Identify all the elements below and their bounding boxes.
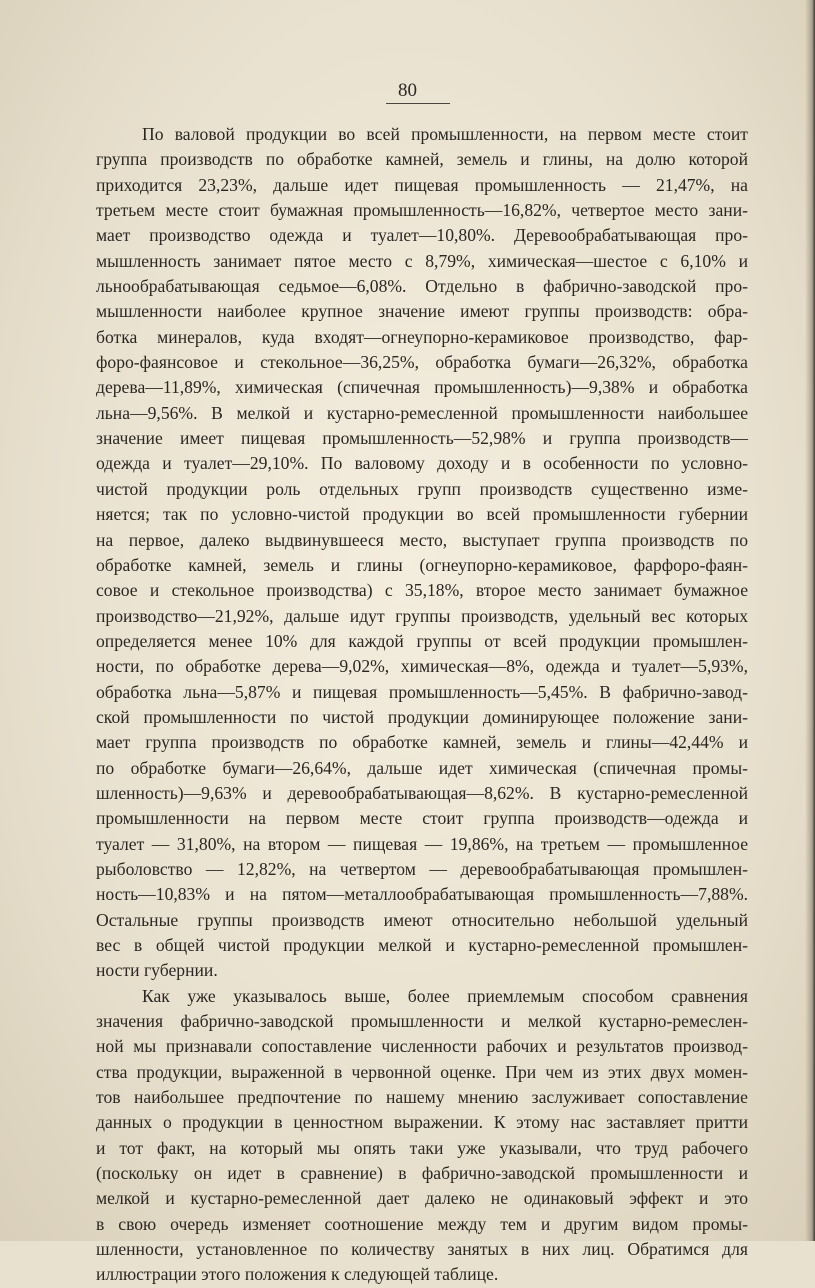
text-line: значения фабрично-заводской промышленности и мелкой кустарно-ремеслен-	[96, 1011, 748, 1032]
text-line: производство—21,92%, дальше идут группы производств, удельный вес которых	[96, 605, 748, 626]
text-line: ботка минералов, куда входят—огнеупорно-керамиковое производство, фар-	[96, 326, 748, 347]
text-line: дерева—11,89%, химическая (спичечная промышленность)—9,38% и обработка	[96, 377, 748, 398]
text-line: одежда и туалет—29,10%. По валовому доходу и в особенности по условно-	[96, 453, 748, 474]
text-line: мелкой и кустарно-ремесленной дает далеко не одинаковый эффект и это	[96, 1188, 748, 1209]
text-line: ности, по обработке дерева—9,02%, химическая—8%, одежда и туалет—5,93%,	[96, 656, 748, 677]
text-line: приходится 23,23%, дальше идет пищевая промышленность — 21,47%, на	[96, 174, 748, 195]
text-line: туалет — 31,80%, на втором — пищевая — 19,86%, на третьем — промышленное	[96, 833, 748, 854]
text-line: няется; так по условно-чистой продукции во всей промышленности губернии	[96, 504, 748, 525]
text-line: определяется менее 10% для каждой группы от всей продукции промышлен-	[96, 630, 748, 651]
text-line: третьем месте стоит бумажная промышленность—16,82%, четвертое место зани-	[96, 200, 748, 221]
text-line: шленность)—9,63% и деревообрабатывающая—8,62%. В кустарно-ремесленной	[96, 782, 748, 803]
text-line: тов наибольшее предпочтение по нашему мнению заслуживает сопоставление	[96, 1087, 748, 1108]
text-line: мает группа производств по обработке камней, земель и глины—42,44% и	[96, 732, 748, 753]
text-line: по обработке бумаги—26,64%, дальше идет химическая (спичечная промы-	[96, 757, 748, 778]
text-line: рыболовство — 12,82%, на четвертом — деревообрабатывающая промышлен-	[96, 858, 748, 879]
text-line: мышленности наиболее крупное значение имеют группы производств: обра-	[96, 301, 748, 322]
page-number: 80	[398, 80, 417, 101]
text-line: в свою очередь изменяет соотношение между тем и другим видом промы-	[96, 1213, 748, 1234]
text-line: мышленность занимает пятое место с 8,79%, химическая—шестое с 6,10% и	[96, 250, 748, 271]
text-line: льна—9,56%. В мелкой и кустарно-ремесленной промышленности наибольшее	[96, 402, 748, 423]
text-line: ность—10,83% и на пятом—металлообрабатывающая промышленность—7,88%.	[96, 884, 748, 905]
text-line: форо-фаянсовое и стекольное—36,25%, обработка бумаги—26,32%, обработка	[96, 352, 748, 373]
text-line: группа производств по обработке камней, земель и глины, на долю которой	[96, 149, 748, 170]
text-line: По валовой продукции во всей промышленности, на первом месте стоит	[142, 124, 748, 144]
text-line: Как уже указывалось выше, более приемлемым способом сравнения	[142, 985, 748, 1006]
text-line: чистой продукции роль отдельных групп производств существенно изме-	[96, 478, 748, 499]
text-line: обработке камней, земель и глины (огнеупорно-керамиковое, фарфоро-фаян-	[96, 554, 748, 575]
text-line: льнообрабатывающая седьмое—6,08%. Отдельно в фабрично-заводской про-	[96, 276, 748, 297]
text-line: совое и стекольное производства) с 35,18%, второе место занимает бумажное	[96, 580, 748, 601]
text-line: вес в общей чистой продукции мелкой и кустарно-ремесленной промышлен-	[96, 935, 748, 955]
body-text	[96, 122, 748, 1288]
text-line: ности губернии.	[96, 960, 218, 981]
text-line: Остальные группы производств имеют относительно небольшой удельный	[96, 909, 748, 930]
page-edge-shadow	[805, 0, 815, 1241]
text-line: промышленности на первом месте стоит группа производств—одежда и	[96, 808, 748, 829]
text-line: ной мы признавали сопоставление численности рабочих и результатов производ-	[96, 1036, 748, 1057]
text-line: данных о продукции в ценностном выражении. К этому нас заставляет притти	[96, 1112, 748, 1133]
paragraph-2	[96, 984, 748, 1288]
text-line: обработка льна—5,87% и пищевая промышленность—5,45%. В фабрично-завод-	[96, 681, 748, 702]
text-line: ства продукции, выраженной в червонной оценке. При чем из этих двух момен-	[96, 1061, 748, 1082]
page-number-rule	[386, 103, 450, 104]
text-line: мает производство одежда и туалет—10,80%. Деревообрабатывающая про-	[96, 225, 748, 246]
text-line: (поскольку он идет в сравнение) в фабрично-заводской промышленности и	[96, 1163, 748, 1184]
text-line: и тот факт, на который мы опять таки уже указывали, что труд рабочего	[96, 1137, 748, 1158]
text-line: значение имеет пищевая промышленность—52,98% и группа производств—	[96, 428, 748, 449]
paragraph-1	[96, 122, 748, 984]
text-line: на первое, далеко выдвинувшееся место, выступает группа производств по	[96, 529, 748, 550]
text-line: ской промышленности по чистой продукции доминирующее положение зани-	[96, 706, 748, 727]
text-line: иллюстрации этого положения к следующей таблице.	[96, 1264, 499, 1285]
text-line: шленности, установленное по количеству занятых в них лиц. Обратимся для	[96, 1239, 748, 1260]
